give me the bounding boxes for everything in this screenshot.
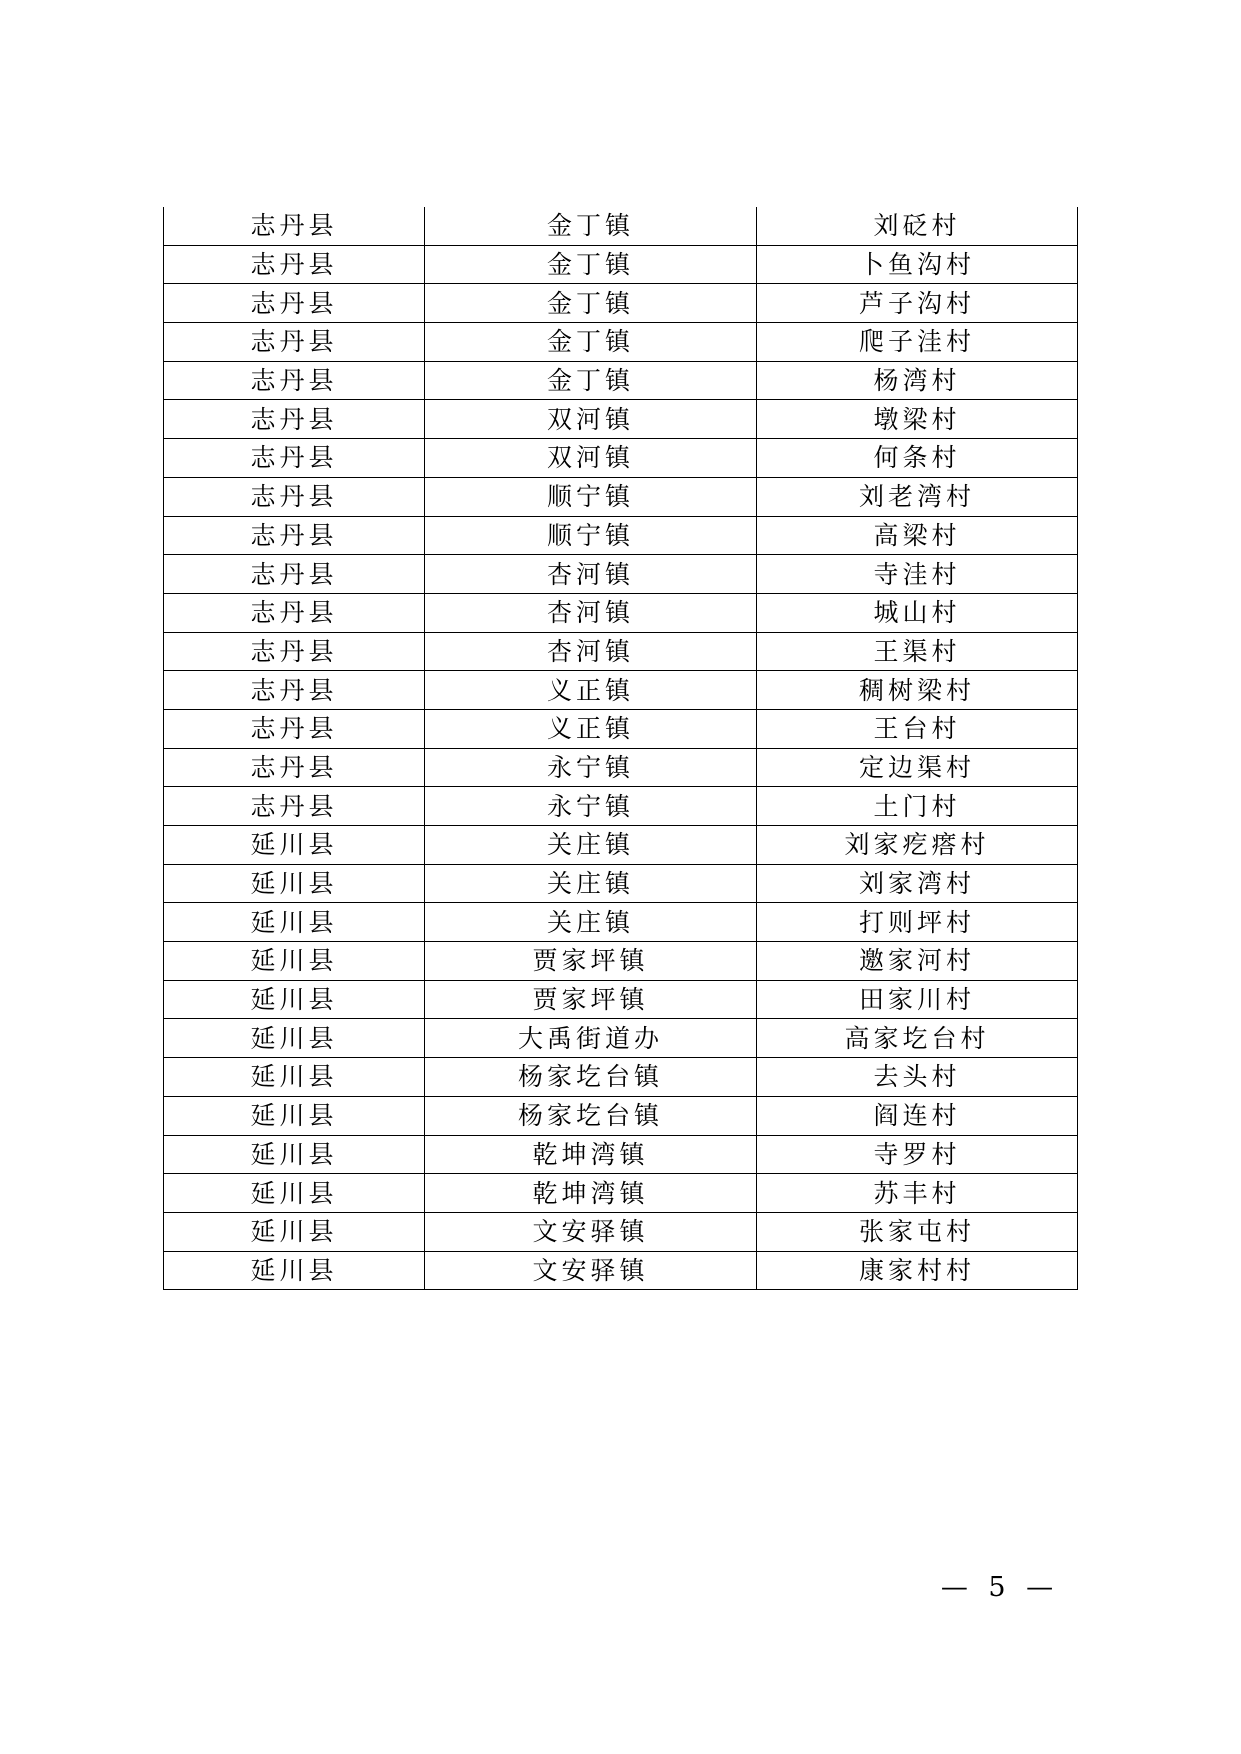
county-cell: 志丹县: [164, 245, 425, 284]
town-cell: 永宁镇: [425, 787, 757, 826]
village-cell: 土门村: [757, 787, 1078, 826]
county-cell: 延川县: [164, 826, 425, 865]
county-cell: 延川县: [164, 903, 425, 942]
town-cell: 贾家坪镇: [425, 980, 757, 1019]
table-row: [164, 516, 1078, 555]
county-cell: 志丹县: [164, 593, 425, 632]
county-cell: 延川县: [164, 1058, 425, 1097]
table-row: [164, 709, 1078, 748]
table-row: [164, 1058, 1078, 1097]
town-cell: 关庄镇: [425, 864, 757, 903]
county-cell: 志丹县: [164, 671, 425, 710]
town-cell: 永宁镇: [425, 748, 757, 787]
county-cell: 志丹县: [164, 477, 425, 516]
county-cell: 志丹县: [164, 284, 425, 323]
village-cell: 寺罗村: [757, 1135, 1078, 1174]
county-cell: 延川县: [164, 1174, 425, 1213]
village-cell: 何条村: [757, 439, 1078, 478]
town-cell: 关庄镇: [425, 826, 757, 865]
town-cell: 贾家坪镇: [425, 942, 757, 981]
village-cell: 阎连村: [757, 1096, 1078, 1135]
table-row: [164, 1019, 1078, 1058]
village-list-table: [163, 207, 1078, 1290]
town-cell: 文安驿镇: [425, 1251, 757, 1290]
village-cell: 墩梁村: [757, 400, 1078, 439]
county-cell: 志丹县: [164, 400, 425, 439]
county-cell: 延川县: [164, 1019, 425, 1058]
table-row: [164, 245, 1078, 284]
town-cell: 双河镇: [425, 439, 757, 478]
table-row: [164, 477, 1078, 516]
town-cell: 杏河镇: [425, 632, 757, 671]
town-cell: 乾坤湾镇: [425, 1135, 757, 1174]
county-cell: 延川县: [164, 1135, 425, 1174]
village-cell: 稠树梁村: [757, 671, 1078, 710]
village-cell: 刘砭村: [757, 207, 1078, 245]
table-row: [164, 284, 1078, 323]
town-cell: 杨家圪台镇: [425, 1096, 757, 1135]
county-cell: 志丹县: [164, 323, 425, 362]
town-cell: 双河镇: [425, 400, 757, 439]
town-cell: 顺宁镇: [425, 516, 757, 555]
village-cell: 爬子洼村: [757, 323, 1078, 362]
table-row: [164, 555, 1078, 594]
town-cell: 金丁镇: [425, 207, 757, 245]
town-cell: 关庄镇: [425, 903, 757, 942]
town-cell: 义正镇: [425, 709, 757, 748]
town-cell: 杏河镇: [425, 593, 757, 632]
village-cell: 高梁村: [757, 516, 1078, 555]
county-cell: 延川县: [164, 1096, 425, 1135]
table-row: [164, 323, 1078, 362]
town-cell: 文安驿镇: [425, 1212, 757, 1251]
village-cell: 康家村村: [757, 1251, 1078, 1290]
county-cell: 志丹县: [164, 748, 425, 787]
table-row: [164, 903, 1078, 942]
town-cell: 金丁镇: [425, 245, 757, 284]
village-cell: 王台村: [757, 709, 1078, 748]
village-cell: 芦子沟村: [757, 284, 1078, 323]
village-cell: 打则坪村: [757, 903, 1078, 942]
village-cell: 杨湾村: [757, 361, 1078, 400]
town-cell: 义正镇: [425, 671, 757, 710]
table-row: [164, 980, 1078, 1019]
town-cell: 杨家圪台镇: [425, 1058, 757, 1097]
county-cell: 志丹县: [164, 516, 425, 555]
table-body: [164, 207, 1078, 1290]
town-cell: 顺宁镇: [425, 477, 757, 516]
town-cell: 金丁镇: [425, 361, 757, 400]
table-row: [164, 864, 1078, 903]
county-cell: 志丹县: [164, 632, 425, 671]
village-cell: 田家川村: [757, 980, 1078, 1019]
county-cell: 志丹县: [164, 787, 425, 826]
town-cell: 金丁镇: [425, 323, 757, 362]
county-cell: 志丹县: [164, 207, 425, 245]
county-cell: 志丹县: [164, 555, 425, 594]
table-row: [164, 632, 1078, 671]
county-cell: 延川县: [164, 1212, 425, 1251]
county-cell: 延川县: [164, 864, 425, 903]
county-cell: 延川县: [164, 942, 425, 981]
table-row: [164, 1174, 1078, 1213]
village-cell: 邀家河村: [757, 942, 1078, 981]
village-cell: 卜鱼沟村: [757, 245, 1078, 284]
table-row: [164, 671, 1078, 710]
village-cell: 刘家疙瘩村: [757, 826, 1078, 865]
table-row: [164, 361, 1078, 400]
town-cell: 杏河镇: [425, 555, 757, 594]
village-cell: 王渠村: [757, 632, 1078, 671]
county-cell: 志丹县: [164, 439, 425, 478]
table-row: [164, 826, 1078, 865]
town-cell: 金丁镇: [425, 284, 757, 323]
table-row: [164, 207, 1078, 245]
county-cell: 志丹县: [164, 709, 425, 748]
county-cell: 志丹县: [164, 361, 425, 400]
village-cell: 苏丰村: [757, 1174, 1078, 1213]
table-row: [164, 942, 1078, 981]
village-cell: 刘家湾村: [757, 864, 1078, 903]
table-row: [164, 1212, 1078, 1251]
town-cell: 乾坤湾镇: [425, 1174, 757, 1213]
town-cell: 大禹街道办: [425, 1019, 757, 1058]
village-cell: 高家圪台村: [757, 1019, 1078, 1058]
village-cell: 去头村: [757, 1058, 1078, 1097]
table-row: [164, 439, 1078, 478]
table-row: [164, 1251, 1078, 1290]
table-row: [164, 1135, 1078, 1174]
table-row: [164, 400, 1078, 439]
village-cell: 寺洼村: [757, 555, 1078, 594]
village-cell: 刘老湾村: [757, 477, 1078, 516]
table-row: [164, 787, 1078, 826]
page-number: — 5 —: [940, 1572, 1060, 1603]
village-cell: 城山村: [757, 593, 1078, 632]
table-row: [164, 593, 1078, 632]
table-row: [164, 1096, 1078, 1135]
village-cell: 张家屯村: [757, 1212, 1078, 1251]
village-cell: 定边渠村: [757, 748, 1078, 787]
county-cell: 延川县: [164, 1251, 425, 1290]
table-row: [164, 748, 1078, 787]
county-cell: 延川县: [164, 980, 425, 1019]
